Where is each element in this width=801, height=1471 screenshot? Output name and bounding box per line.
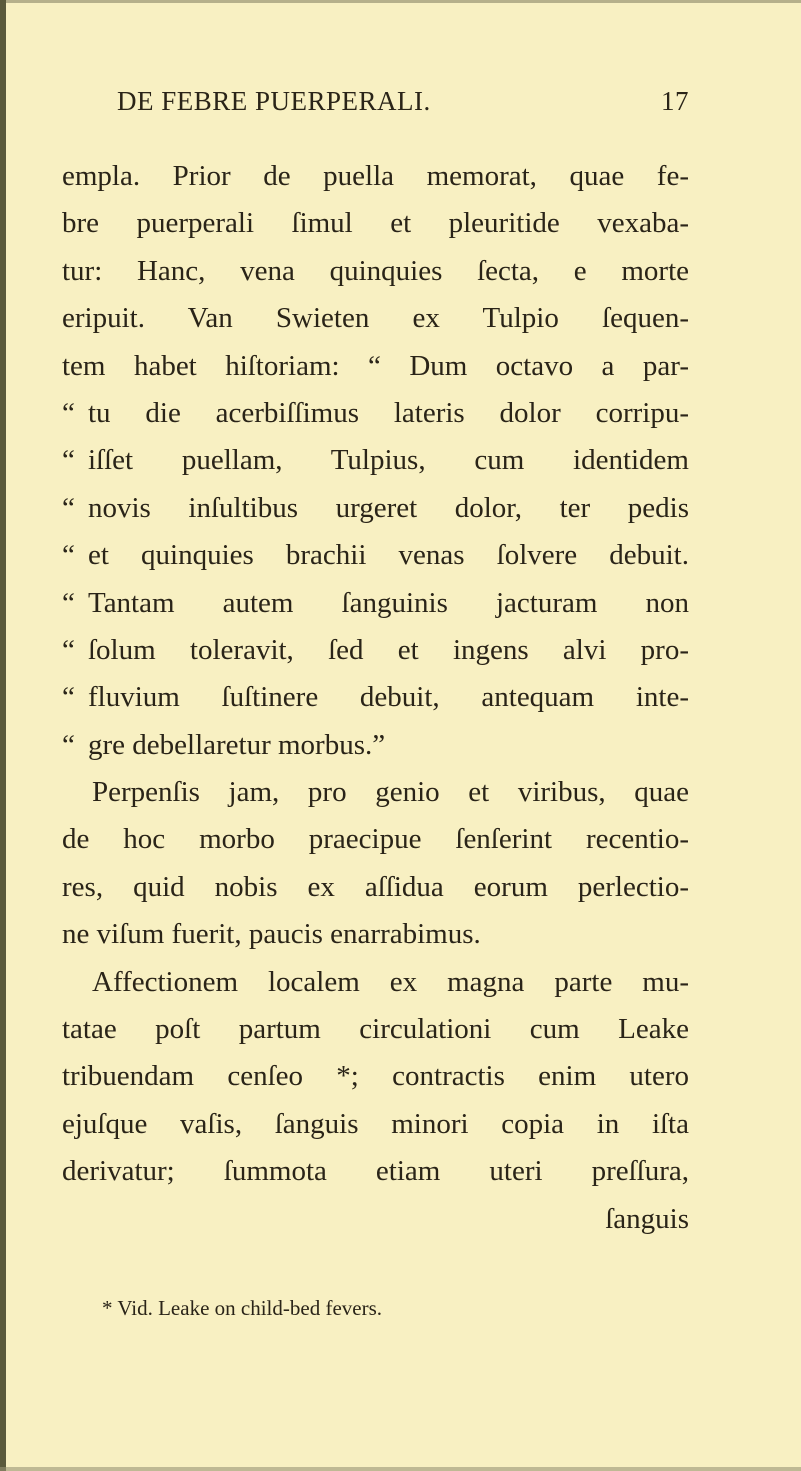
text-line [62,248,689,295]
text-line [62,200,689,247]
quotation-mark: “ [62,444,75,477]
line-text: bre puerperali ſimul et pleuritide vexaba- [62,207,689,240]
body-text [62,153,689,1243]
quotation-mark: “ [62,396,75,429]
line-text: gre debellaretur morbus.” [88,728,386,761]
line-text: tatae poſt partum circulationi cum Leake [62,1013,689,1046]
page-bottom-edge [0,1467,801,1471]
text-line [62,1101,689,1148]
line-text: Tantam autem ſanguinis jacturam non [88,586,689,619]
line-text: ſanguis [605,1202,689,1235]
text-line [62,295,689,342]
quotation-mark: “ [62,681,75,714]
text-line [62,1148,689,1195]
text-line [62,437,689,484]
running-title: DE FEBRE PUERPERALI. [117,86,431,116]
text-line [62,864,689,911]
text-line [62,769,689,816]
text-line [62,816,689,863]
line-text: ſolum toleravit, ſed et ingens alvi pro- [88,633,689,666]
line-text: Perpenſis jam, pro genio et viribus, quae [92,776,689,809]
page-top-edge [0,0,801,3]
line-text: tribuendam cenſeo *; contractis enim utero [62,1060,689,1093]
line-text: de hoc morbo praecipue ſenſerint recentio- [62,823,689,856]
quotation-mark: “ [62,633,75,666]
quotation-mark: “ [62,728,75,761]
line-text: ejuſque vaſis, ſanguis minori copia in iſta [62,1107,689,1140]
line-text: tem habet hiſtoriam: “ Dum octavo a par- [62,349,689,382]
line-text: tu die acerbiſſimus lateris dolor corripu- [88,396,689,429]
text-line [62,722,689,769]
text-line [62,532,689,579]
book-binding-edge [0,0,6,1471]
text-line [62,911,689,958]
line-text: et quinquies brachii venas ſolvere debuit. [88,539,689,572]
line-text: Affectionem localem ex magna parte mu- [92,965,689,998]
text-line [62,153,689,200]
page-number: 17 [661,86,689,116]
line-text: fluvium ſuſtinere debuit, antequam inte- [88,681,689,714]
text-line [62,580,689,627]
line-text: res, quid nobis ex aſſidua eorum perlectio- [62,870,689,903]
running-header [117,86,689,122]
text-line [62,674,689,721]
line-text: iſſet puellam, Tulpius, cum identidem [88,444,689,477]
text-line [62,390,689,437]
text-line [62,1053,689,1100]
line-text: derivatur; ſummota etiam uteri preſſura, [62,1155,689,1188]
line-text: empla. Prior de puella memorat, quae fe- [62,160,689,192]
text-line [62,343,689,390]
quotation-mark: “ [62,491,75,524]
line-text: eripuit. Van Swieten ex Tulpio ſequen- [62,302,689,335]
line-text: tur: Hanc, vena quinquies ſecta, e morte [62,254,689,287]
text-line [62,485,689,532]
line-text: ne viſum fuerit, paucis enarrabimus. [62,918,481,951]
footnote: * Vid. Leake on child-bed fevers. [102,1296,383,1320]
text-line [62,627,689,674]
quotation-mark: “ [62,586,75,619]
quotation-mark: “ [62,539,75,572]
text-line [62,1196,689,1243]
line-text: novis inſultibus urgeret dolor, ter pedis [88,491,689,524]
text-line [62,959,689,1006]
text-line [62,1006,689,1053]
